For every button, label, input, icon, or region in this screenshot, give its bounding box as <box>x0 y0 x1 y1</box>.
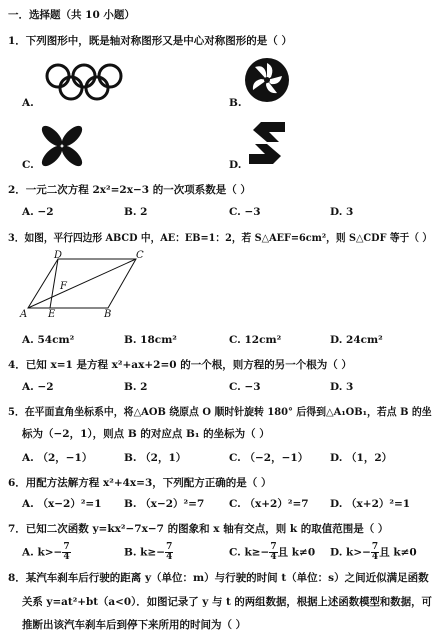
q5-option-c[interactable]: C. （−2，−1） <box>229 452 309 464</box>
four-petal-flower-figure <box>40 124 84 168</box>
q3-option-d[interactable]: D. 24cm² <box>330 334 383 346</box>
fraction <box>165 543 173 562</box>
q7-option-d-prefix: D. k>− <box>330 546 371 559</box>
q5-option-a[interactable]: A. （2，−1） <box>22 452 93 464</box>
q1-option-a[interactable]: A. <box>22 97 34 109</box>
q3-option-c[interactable]: C. 12cm² <box>229 334 282 346</box>
fraction-numerator: 7 <box>270 542 277 552</box>
fraction-numerator: 7 <box>371 542 379 552</box>
q7-option-d-suffix: 且 k≠0 <box>379 546 417 559</box>
fraction-numerator: 7 <box>166 542 173 552</box>
q7-option-b-prefix: B. k≥− <box>124 546 166 559</box>
q3-option-b[interactable]: B. 18cm² <box>124 334 177 346</box>
q4-option-d[interactable]: D. 3 <box>330 381 354 393</box>
fraction <box>269 543 277 562</box>
q2-option-b[interactable]: B. 2 <box>124 206 148 218</box>
q5-option-b[interactable]: B. （2，1） <box>124 452 187 464</box>
q7-option-a-prefix: A. k>− <box>22 546 63 559</box>
q1-option-b[interactable]: B. <box>229 97 242 109</box>
point-label-f: F <box>60 281 67 292</box>
fraction <box>371 543 379 562</box>
point-label-d: D <box>54 250 63 261</box>
q6-option-c[interactable]: C. （x+2）²=7 <box>229 498 309 510</box>
pinwheel-figure <box>244 57 290 103</box>
q7-stem: 7．已知二次函数 y=kx²−7x−7 的图象和 x 轴有交点，则 k 的取值范围是（ ） <box>8 523 389 535</box>
suzuki-s-logo-figure <box>245 120 289 166</box>
fraction-denominator: 4 <box>166 552 173 562</box>
point-label-a: A <box>20 309 28 320</box>
q4-option-b[interactable]: B. 2 <box>124 381 148 393</box>
q5-option-d[interactable]: D. （1，2） <box>330 452 393 464</box>
point-label-c: C <box>136 250 144 261</box>
q8-stem-line3: 推断出该汽车刹车后到停下来所用的时间为（ ） <box>22 619 247 631</box>
q6-option-d[interactable]: D. （x+2）²=1 <box>330 498 411 510</box>
fraction-denominator: 4 <box>371 552 379 562</box>
q1-option-c[interactable]: C. <box>22 159 34 171</box>
q4-stem: 4．已知 x=1 是方程 x²+ax+2=0 的一个根，则方程的另一个根为（ ） <box>8 359 352 371</box>
q7-option-c-prefix: C. k≥− <box>229 546 270 559</box>
q8-stem-line2: 关系 y=at²+bt（a<0）．如图记录了 y 与 t 的两组数据，根据上述函数模型和数据，可 <box>22 596 432 608</box>
q2-option-a[interactable]: A. −2 <box>22 206 54 218</box>
fraction-numerator: 7 <box>63 542 70 552</box>
q7-option-a[interactable] <box>22 543 71 562</box>
q4-option-c[interactable]: C. −3 <box>229 381 261 393</box>
q6-option-b[interactable]: B. （x−2）²=7 <box>124 498 205 510</box>
q7-option-c-suffix: 且 k≠0 <box>277 546 316 559</box>
point-label-b: B <box>104 309 112 320</box>
q2-option-d[interactable]: D. 3 <box>330 206 354 218</box>
q7-option-c[interactable] <box>229 543 315 562</box>
section-title: 一．选择题（共 10 小题） <box>8 9 135 21</box>
parallelogram-figure <box>16 250 156 320</box>
q7-option-d[interactable] <box>330 543 417 562</box>
q1-stem: 1．下列图形中，既是轴对称图形又是中心对称图形的是（ ） <box>8 35 292 47</box>
q6-stem: 6．用配方法解方程 x²+4x=3，下列配方正确的是（ ） <box>8 477 272 489</box>
q5-stem-line1: 5．在平面直角坐标系中，将△AOB 绕原点 O 顺时针旋转 180° 后得到△A₁OB₁，若点 B 的坐 <box>8 406 432 418</box>
q2-stem: 2．一元二次方程 2x²=2x−3 的一次项系数是（ ） <box>8 184 251 196</box>
point-label-e: E <box>48 309 56 320</box>
q7-option-b[interactable] <box>124 543 173 562</box>
q1-option-d[interactable]: D. <box>229 159 242 171</box>
q5-stem-line2: 标为（−2，1），则点 B 的对应点 B₁ 的坐标为（ ） <box>22 428 270 440</box>
fraction-denominator: 4 <box>270 552 277 562</box>
q2-option-c[interactable]: C. −3 <box>229 206 261 218</box>
q6-option-a[interactable]: A. （x−2）²=1 <box>22 498 102 510</box>
q8-stem-line1: 8．某汽车刹车后行驶的距离 y（单位：m）与行驶的时间 t（单位：s）之间近似满足函数 <box>8 572 429 584</box>
q3-option-a[interactable]: A. 54cm² <box>22 334 75 346</box>
olympic-rings-figure <box>44 62 132 102</box>
fraction <box>62 543 70 562</box>
q4-option-a[interactable]: A. −2 <box>22 381 54 393</box>
q3-stem: 3．如图，平行四边形 ABCD 中，AE：EB=1：2，若 S△AEF=6cm²，则 S△CDF 等于（ ） <box>8 232 433 244</box>
fraction-denominator: 4 <box>63 552 70 562</box>
